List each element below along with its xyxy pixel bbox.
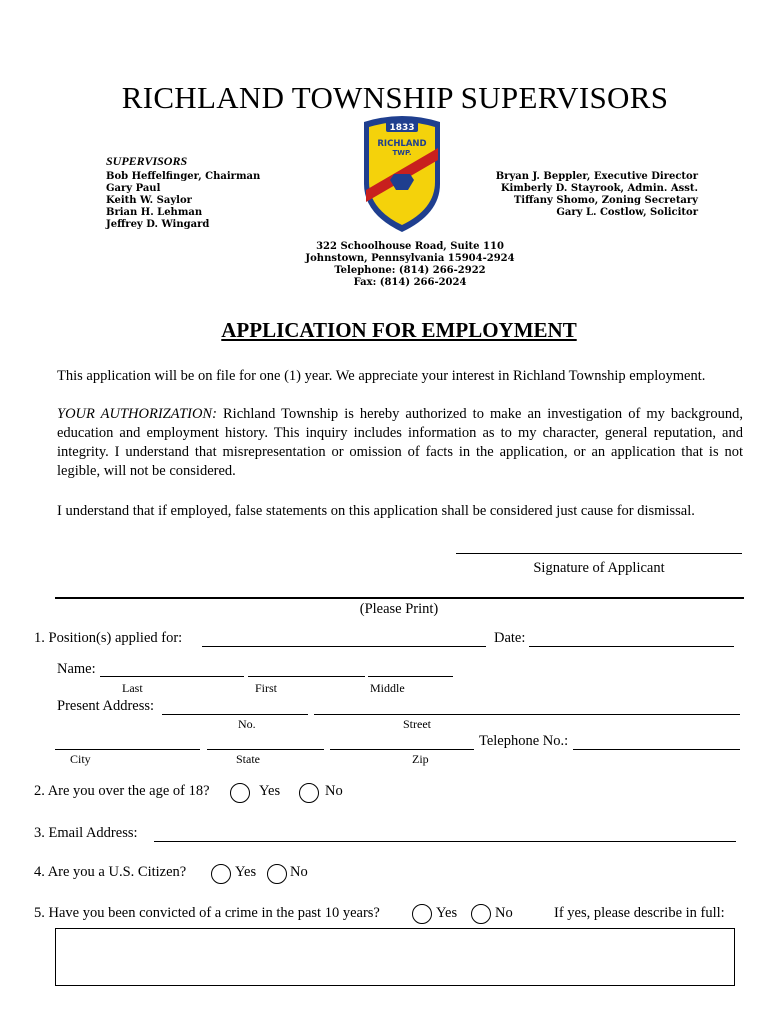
address-line: Johnstown, Pennsylvania 15904-2924 <box>305 253 515 264</box>
staff-name: Bryan J. Beppler, Executive Director <box>495 171 698 182</box>
zip-sublabel: Zip <box>412 752 429 766</box>
dismissal-paragraph: I understand that if employed, false statements on this application shall be considered just cause for dismissal. <box>57 503 695 519</box>
date-field[interactable] <box>529 646 734 647</box>
staff-name: Gary L. Costlow, Solicitor <box>556 207 698 218</box>
staff-name: Kimberly D. Stayrook, Admin. Asst. <box>500 183 698 194</box>
name-label: Name: <box>57 661 96 677</box>
supervisor-name: Gary Paul <box>106 183 161 194</box>
authorization-paragraph <box>57 405 743 481</box>
state-field[interactable] <box>207 749 324 750</box>
q5-label: 5. Have you been convicted of a crime in the past 10 years? <box>34 905 380 921</box>
signature-label: Signature of Applicant <box>533 560 665 576</box>
logo-line2: TWP. <box>392 149 412 157</box>
middle-name-field[interactable] <box>368 676 453 677</box>
supervisors-heading: SUPERVISORS <box>106 154 188 168</box>
crime-no-label: No <box>495 905 513 921</box>
township-logo <box>358 114 446 234</box>
address-line: 322 Schoolhouse Road, Suite 110 <box>316 241 504 252</box>
address-line: Fax: (814) 266-2024 <box>353 277 467 288</box>
staff-name: Tiffany Shomo, Zoning Secretary <box>513 195 698 206</box>
citizen-yes-radio[interactable] <box>211 864 231 884</box>
city-field[interactable] <box>55 749 200 750</box>
authorization-text: Richland Township is hereby authorized to make an investigation of my background, education and employment history. This inquiry includes information as to my character, general reputation, and integrity. I understand that misrepresentation or omission of facts in the application, or an application that is not legible, will not be considered. <box>57 406 743 479</box>
crime-yes-radio[interactable] <box>412 904 432 924</box>
telephone-label: Telephone No.: <box>479 733 569 749</box>
signature-line[interactable] <box>456 553 742 554</box>
crime-no-radio[interactable] <box>471 904 491 924</box>
citizen-yes-label: Yes <box>235 864 257 880</box>
street-sublabel: Street <box>403 717 431 731</box>
email-field[interactable] <box>154 841 736 842</box>
first-name-field[interactable] <box>248 676 365 677</box>
age-yes-label: Yes <box>259 783 281 799</box>
address-line: Telephone: (814) 266-2922 <box>334 265 486 276</box>
middle-sublabel: Middle <box>370 681 405 695</box>
address-street-field[interactable] <box>314 714 740 715</box>
township-title: RICHLAND TOWNSHIP SUPERVISORS <box>121 80 669 115</box>
address-label: Present Address: <box>57 698 155 714</box>
authorization-label: YOUR AUTHORIZATION: <box>57 406 217 422</box>
age-no-label: No <box>325 783 343 799</box>
date-label: Date: <box>494 630 526 646</box>
logo-line1: RICHLAND <box>377 139 427 149</box>
age-no-radio[interactable] <box>299 783 319 803</box>
no-sublabel: No. <box>238 717 256 731</box>
q4-label: 4. Are you a U.S. Citizen? <box>34 864 187 880</box>
position-field[interactable] <box>202 646 486 647</box>
supervisor-list <box>106 171 260 231</box>
please-print-label: (Please Print) <box>359 601 439 617</box>
supervisor-name: Bob Heffelfinger, Chairman <box>106 171 261 182</box>
logo-year: 1833 <box>389 123 415 133</box>
telephone-field[interactable] <box>573 749 740 750</box>
address-no-field[interactable] <box>162 714 308 715</box>
intro-paragraph: This application will be on file for one (1) year. We appreciate your interest in Richland Township employment. <box>57 368 706 384</box>
q2-label: 2. Are you over the age of 18? <box>34 783 210 799</box>
supervisor-name: Brian H. Lehman <box>106 207 203 218</box>
q1-label: 1. Position(s) applied for: <box>34 630 183 646</box>
crime-description-textarea[interactable] <box>55 928 735 986</box>
supervisor-name: Jeffrey D. Wingard <box>106 219 210 230</box>
section-divider <box>55 597 744 599</box>
township-address <box>0 241 770 289</box>
age-yes-radio[interactable] <box>230 783 250 803</box>
state-sublabel: State <box>236 752 260 766</box>
zip-field[interactable] <box>330 749 474 750</box>
describe-label: If yes, please describe in full: <box>554 905 725 921</box>
citizen-no-radio[interactable] <box>267 864 287 884</box>
form-heading: APPLICATION FOR EMPLOYMENT <box>221 318 577 342</box>
q3-label: 3. Email Address: <box>34 825 138 841</box>
last-name-field[interactable] <box>100 676 244 677</box>
city-sublabel: City <box>70 752 91 766</box>
last-sublabel: Last <box>122 681 143 695</box>
citizen-no-label: No <box>290 864 308 880</box>
first-sublabel: First <box>255 681 278 695</box>
staff-list <box>496 171 698 219</box>
crime-yes-label: Yes <box>436 905 458 921</box>
supervisor-name: Keith W. Saylor <box>106 195 192 206</box>
